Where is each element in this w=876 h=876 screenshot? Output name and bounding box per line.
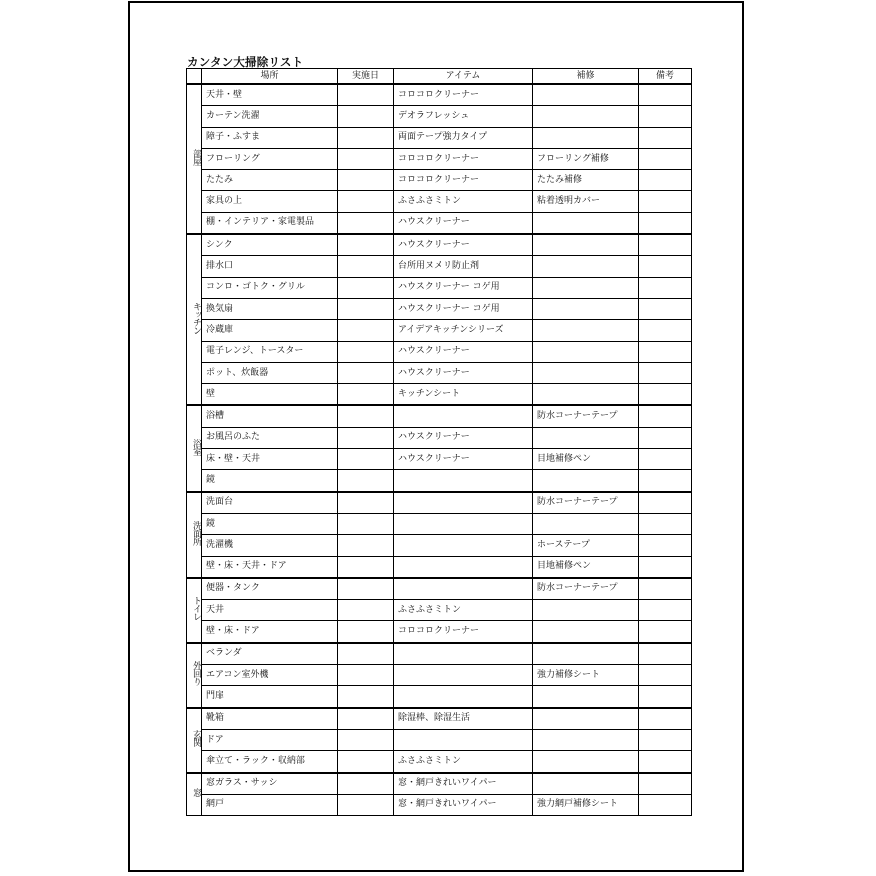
- repair-cell: [533, 686, 639, 708]
- category-label: 玄関: [191, 730, 201, 747]
- note-cell: [639, 643, 692, 665]
- item-cell: ハウスクリーナー コゲ用: [394, 277, 533, 298]
- place-cell: 窓ガラス・サッシ: [202, 773, 338, 795]
- table-row: [187, 470, 692, 492]
- date-cell: [338, 708, 394, 730]
- date-cell: [338, 578, 394, 600]
- place-cell: 門扉: [202, 686, 338, 708]
- repair-cell: [533, 320, 639, 341]
- category-cell: [187, 492, 202, 578]
- date-cell: [338, 405, 394, 427]
- category-label: 外回り: [191, 661, 201, 686]
- item-cell: ハウスクリーナー: [394, 212, 533, 234]
- item-cell: 台所用ヌメリ防止剤: [394, 256, 533, 277]
- item-cell: コロコロクリーナー: [394, 84, 533, 106]
- header-repair: 補修: [533, 69, 639, 85]
- item-cell: [394, 405, 533, 427]
- repair-cell: [533, 708, 639, 730]
- place-cell: たたみ: [202, 170, 338, 191]
- item-cell: [394, 643, 533, 665]
- date-cell: [338, 470, 394, 492]
- category-label: キッチン: [191, 301, 201, 334]
- date-cell: [338, 127, 394, 148]
- table-row: [187, 106, 692, 127]
- date-cell: [338, 84, 394, 106]
- table-row: [187, 148, 692, 169]
- table-row: [187, 535, 692, 556]
- place-cell: 洗面台: [202, 492, 338, 514]
- table-row: [187, 384, 692, 406]
- place-cell: 浴槽: [202, 405, 338, 427]
- table-row: [187, 234, 692, 256]
- table-row: [187, 191, 692, 212]
- header-category: [187, 69, 202, 85]
- category-cell: [187, 708, 202, 773]
- table-row: [187, 127, 692, 148]
- note-cell: [639, 729, 692, 750]
- table-row: [187, 665, 692, 686]
- date-cell: [338, 556, 394, 578]
- place-cell: 換気扇: [202, 298, 338, 319]
- place-cell: 網戸: [202, 794, 338, 815]
- repair-cell: 防水コーナーテープ: [533, 405, 639, 427]
- repair-cell: 粘着透明カバー: [533, 191, 639, 212]
- repair-cell: [533, 341, 639, 362]
- note-cell: [639, 492, 692, 514]
- note-cell: [639, 84, 692, 106]
- category-label: トイレ: [191, 596, 201, 621]
- repair-cell: [533, 106, 639, 127]
- category-cell: [187, 84, 202, 234]
- table-row: [187, 492, 692, 514]
- place-cell: シンク: [202, 234, 338, 256]
- table-row: [187, 794, 692, 815]
- date-cell: [338, 148, 394, 169]
- item-cell: ハウスクリーナー コゲ用: [394, 298, 533, 319]
- table-row: [187, 708, 692, 730]
- date-cell: [338, 686, 394, 708]
- item-cell: [394, 470, 533, 492]
- place-cell: 天井: [202, 600, 338, 621]
- table-row: [187, 578, 692, 600]
- item-cell: ハウスクリーナー: [394, 427, 533, 448]
- item-cell: [394, 535, 533, 556]
- note-cell: [639, 362, 692, 383]
- item-cell: デオラフレッシュ: [394, 106, 533, 127]
- table-row: [187, 513, 692, 534]
- date-cell: [338, 384, 394, 406]
- date-cell: [338, 427, 394, 448]
- header-date: 実施日: [338, 69, 394, 85]
- repair-cell: 目地補修ペン: [533, 449, 639, 470]
- note-cell: [639, 341, 692, 362]
- category-label: 洗面所: [191, 520, 201, 545]
- place-cell: 電子レンジ、トースター: [202, 341, 338, 362]
- date-cell: [338, 513, 394, 534]
- date-cell: [338, 751, 394, 773]
- repair-cell: たたみ補修: [533, 170, 639, 191]
- table-row: [187, 84, 692, 106]
- table-row: [187, 556, 692, 578]
- item-cell: ハウスクリーナー: [394, 362, 533, 383]
- category-label: 浴室: [191, 438, 201, 455]
- repair-cell: [533, 470, 639, 492]
- place-cell: ポット、炊飯器: [202, 362, 338, 383]
- date-cell: [338, 212, 394, 234]
- repair-cell: フローリング補修: [533, 148, 639, 169]
- note-cell: [639, 191, 692, 212]
- repair-cell: [533, 212, 639, 234]
- note-cell: [639, 556, 692, 578]
- item-cell: コロコロクリーナー: [394, 170, 533, 191]
- repair-cell: 防水コーナーテープ: [533, 492, 639, 514]
- note-cell: [639, 470, 692, 492]
- repair-cell: [533, 234, 639, 256]
- place-cell: 便器・タンク: [202, 578, 338, 600]
- repair-cell: [533, 362, 639, 383]
- repair-cell: [533, 751, 639, 773]
- item-cell: ふさふさミトン: [394, 751, 533, 773]
- table-row: [187, 427, 692, 448]
- place-cell: カーテン洗濯: [202, 106, 338, 127]
- item-cell: ハウスクリーナー: [394, 234, 533, 256]
- place-cell: コンロ・ゴトク・グリル: [202, 277, 338, 298]
- date-cell: [338, 277, 394, 298]
- category-cell: [187, 773, 202, 816]
- note-cell: [639, 106, 692, 127]
- note-cell: [639, 384, 692, 406]
- place-cell: 鏡: [202, 470, 338, 492]
- item-cell: [394, 578, 533, 600]
- table-row: [187, 773, 692, 795]
- place-cell: 床・壁・天井: [202, 449, 338, 470]
- table-row: [187, 277, 692, 298]
- repair-cell: [533, 384, 639, 406]
- note-cell: [639, 298, 692, 319]
- place-cell: 靴箱: [202, 708, 338, 730]
- place-cell: 洗濯機: [202, 535, 338, 556]
- note-cell: [639, 449, 692, 470]
- note-cell: [639, 212, 692, 234]
- table-row: [187, 170, 692, 191]
- item-cell: 窓・網戸きれいワイパー: [394, 773, 533, 795]
- note-cell: [639, 686, 692, 708]
- item-cell: [394, 556, 533, 578]
- repair-cell: [533, 277, 639, 298]
- note-cell: [639, 405, 692, 427]
- note-cell: [639, 751, 692, 773]
- item-cell: アイデアキッチンシリーズ: [394, 320, 533, 341]
- note-cell: [639, 320, 692, 341]
- repair-cell: 目地補修ペン: [533, 556, 639, 578]
- category-cell: [187, 643, 202, 708]
- item-cell: ハウスクリーナー: [394, 341, 533, 362]
- note-cell: [639, 256, 692, 277]
- item-cell: ふさふさミトン: [394, 191, 533, 212]
- item-cell: [394, 665, 533, 686]
- place-cell: 家具の上: [202, 191, 338, 212]
- date-cell: [338, 106, 394, 127]
- table-row: [187, 686, 692, 708]
- date-cell: [338, 234, 394, 256]
- note-cell: [639, 277, 692, 298]
- repair-cell: 強力網戸補修シート: [533, 794, 639, 815]
- table-row: [187, 341, 692, 362]
- note-cell: [639, 665, 692, 686]
- place-cell: 冷蔵庫: [202, 320, 338, 341]
- table-row: [187, 405, 692, 427]
- table-row: [187, 643, 692, 665]
- place-cell: ベランダ: [202, 643, 338, 665]
- place-cell: 壁・床・天井・ドア: [202, 556, 338, 578]
- item-cell: 窓・網戸きれいワイパー: [394, 794, 533, 815]
- table-row: [187, 362, 692, 383]
- table-row: [187, 256, 692, 277]
- date-cell: [338, 449, 394, 470]
- category-label: 窓: [191, 788, 201, 797]
- note-cell: [639, 148, 692, 169]
- date-cell: [338, 600, 394, 621]
- place-cell: エアコン室外機: [202, 665, 338, 686]
- header-note: 備考: [639, 69, 692, 85]
- place-cell: 排水口: [202, 256, 338, 277]
- table-row: [187, 729, 692, 750]
- date-cell: [338, 665, 394, 686]
- table-row: [187, 320, 692, 341]
- header-item: アイテム: [394, 69, 533, 85]
- place-cell: お風呂のふた: [202, 427, 338, 448]
- note-cell: [639, 621, 692, 643]
- table-body: [187, 84, 692, 816]
- note-cell: [639, 773, 692, 795]
- repair-cell: [533, 621, 639, 643]
- table-row: [187, 298, 692, 319]
- note-cell: [639, 127, 692, 148]
- table-row: [187, 212, 692, 234]
- item-cell: [394, 513, 533, 534]
- note-cell: [639, 170, 692, 191]
- note-cell: [639, 708, 692, 730]
- category-cell: [187, 234, 202, 405]
- date-cell: [338, 256, 394, 277]
- date-cell: [338, 362, 394, 383]
- place-cell: ドア: [202, 729, 338, 750]
- note-cell: [639, 513, 692, 534]
- item-cell: [394, 492, 533, 514]
- date-cell: [338, 643, 394, 665]
- place-cell: フローリング: [202, 148, 338, 169]
- note-cell: [639, 794, 692, 815]
- repair-cell: [533, 513, 639, 534]
- date-cell: [338, 492, 394, 514]
- place-cell: 壁: [202, 384, 338, 406]
- category-cell: [187, 405, 202, 491]
- table-row: [187, 600, 692, 621]
- item-cell: ふさふさミトン: [394, 600, 533, 621]
- category-cell: [187, 578, 202, 643]
- repair-cell: 強力補修シート: [533, 665, 639, 686]
- place-cell: 障子・ふすま: [202, 127, 338, 148]
- place-cell: 天井・壁: [202, 84, 338, 106]
- date-cell: [338, 621, 394, 643]
- repair-cell: [533, 600, 639, 621]
- repair-cell: [533, 773, 639, 795]
- repair-cell: [533, 127, 639, 148]
- item-cell: [394, 729, 533, 750]
- item-cell: 除湿棒、除湿生活: [394, 708, 533, 730]
- table-row: [187, 751, 692, 773]
- date-cell: [338, 298, 394, 319]
- date-cell: [338, 320, 394, 341]
- table-row: [187, 449, 692, 470]
- item-cell: コロコロクリーナー: [394, 148, 533, 169]
- category-label: 部屋: [191, 149, 201, 166]
- repair-cell: 防水コーナーテープ: [533, 578, 639, 600]
- place-cell: 傘立て・ラック・収納部: [202, 751, 338, 773]
- note-cell: [639, 427, 692, 448]
- place-cell: 壁・床・ドア: [202, 621, 338, 643]
- header-place: 場所: [202, 69, 338, 85]
- note-cell: [639, 535, 692, 556]
- date-cell: [338, 191, 394, 212]
- repair-cell: [533, 427, 639, 448]
- repair-cell: [533, 643, 639, 665]
- item-cell: キッチンシート: [394, 384, 533, 406]
- item-cell: [394, 686, 533, 708]
- date-cell: [338, 170, 394, 191]
- date-cell: [338, 341, 394, 362]
- place-cell: 棚・インテリア・家電製品: [202, 212, 338, 234]
- date-cell: [338, 773, 394, 795]
- repair-cell: [533, 729, 639, 750]
- repair-cell: [533, 256, 639, 277]
- table-row: [187, 621, 692, 643]
- repair-cell: ホーステープ: [533, 535, 639, 556]
- cleaning-list-table: [186, 68, 692, 816]
- item-cell: コロコロクリーナー: [394, 621, 533, 643]
- item-cell: ハウスクリーナー: [394, 449, 533, 470]
- note-cell: [639, 234, 692, 256]
- repair-cell: [533, 298, 639, 319]
- date-cell: [338, 535, 394, 556]
- page-title: カンタン大掃除リスト: [187, 55, 304, 69]
- note-cell: [639, 600, 692, 621]
- date-cell: [338, 729, 394, 750]
- date-cell: [338, 794, 394, 815]
- repair-cell: [533, 84, 639, 106]
- note-cell: [639, 578, 692, 600]
- table-header-row: [187, 69, 692, 85]
- place-cell: 鏡: [202, 513, 338, 534]
- item-cell: 両面テープ強力タイプ: [394, 127, 533, 148]
